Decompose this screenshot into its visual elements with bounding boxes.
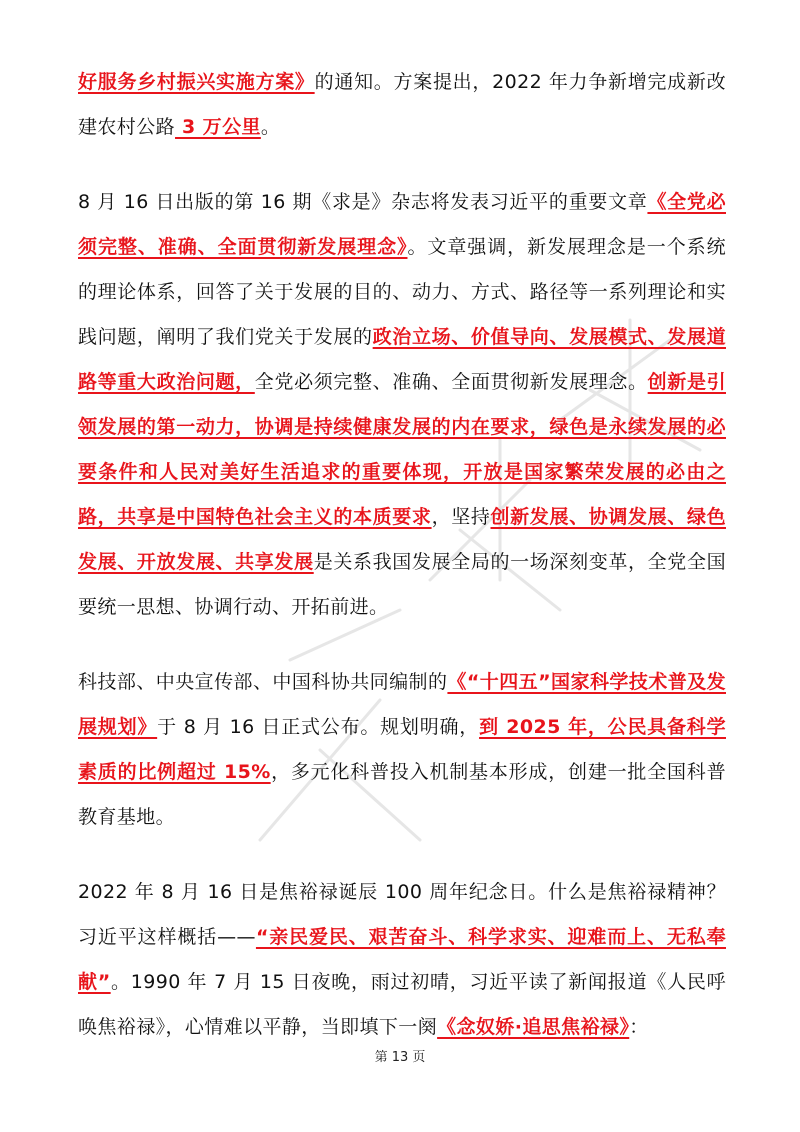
highlight-text: “亲民爱民、艰苦奋斗、科学求实、迎难而上、无私奉献” xyxy=(78,926,726,993)
highlight-text: 政治立场、价值导向、发展模式、发展道路等重大政治问题， xyxy=(78,326,726,393)
highlight-text: 3 万公里 xyxy=(175,116,261,138)
highlight-text: 《全党必须完整、准确、全面贯彻新发展理念》 xyxy=(78,191,726,258)
paragraph xyxy=(78,660,726,840)
body-text: 科技部、中央宣传部、中国科协共同编制的 xyxy=(78,671,448,693)
body-text: 8 月 16 日出版的第 16 期《求是》杂志将发表习近平的重要文章 xyxy=(78,191,648,213)
body-text: 2022 年 8 月 16 日是焦裕禄诞辰 100 周年纪念日。什么是焦裕禄精神？习近平这样概括—— xyxy=(78,881,726,948)
page-number: 第 13 页 xyxy=(374,1050,426,1065)
paragraph xyxy=(78,180,726,630)
body-text: 。1990 年 7 月 15 日夜晚，雨过初晴，习近平读了新闻报道《人民呼唤焦裕禄》，心情难以平静，当即填下一阕 xyxy=(78,971,726,1038)
body-text: 是关系我国发展全局的一场深刻变革，全党全国要统一思想、协调行动、开拓前进。 xyxy=(78,551,726,618)
body-text: ，坚持 xyxy=(431,506,491,528)
body-text: 的通知。方案提出，2022 年力争新增完成新改建农村公路 xyxy=(78,71,726,138)
document-body xyxy=(78,60,726,1080)
highlight-text: 好服务乡村振兴实施方案》 xyxy=(78,71,315,93)
body-text: ： xyxy=(629,1016,649,1038)
body-text: 全党必须完整、准确、全面贯彻新发展理念。 xyxy=(254,371,648,393)
body-text: ，多元化科普投入机制基本形成，创建一批全国科普教育基地。 xyxy=(78,761,726,828)
highlight-text: 创新发展、协调发展、绿色发展、开放发展、共享发展 xyxy=(78,506,726,573)
body-text: 。文章强调，新发展理念是一个系统的理论体系，回答了关于发展的目的、动力、方式、路径等一系列理论和实践问题，阐明了我们党关于发展的 xyxy=(78,236,726,348)
paragraph xyxy=(78,870,726,1050)
highlight-text: 创新是引领发展的第一动力，协调是持续健康发展的内在要求，绿色是永续发展的必要条件和人民对美好生活追求的重要体现，开放是国家繁荣发展的必由之路，共享是中国特色社会主义的本质要求 xyxy=(78,371,726,528)
highlight-text: 到 2025 年，公民具备科学素质的比例超过 15% xyxy=(78,716,726,783)
body-text: 。 xyxy=(260,116,281,138)
body-text: 于 8 月 16 日正式公布。规划明确， xyxy=(157,716,480,738)
highlight-text: 《念奴娇·追思焦裕禄》 xyxy=(437,1016,630,1038)
paragraph xyxy=(78,60,726,150)
highlight-text: 《“十四五”国家科学技术普及发展规划》 xyxy=(78,671,726,738)
